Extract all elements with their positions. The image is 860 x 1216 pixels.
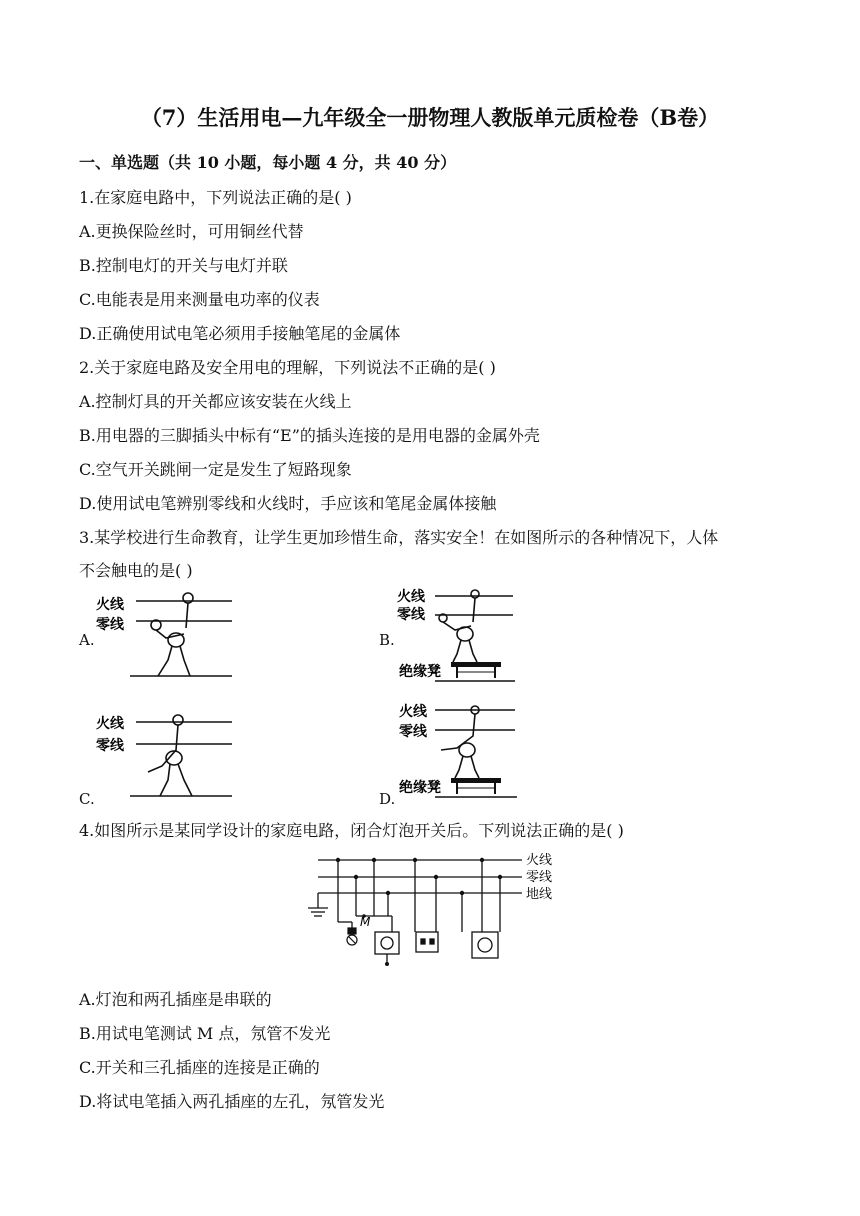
q3-figure-a xyxy=(92,588,242,683)
q1-option-a: A.更换保险丝时，可用铜丝代替 xyxy=(79,222,304,241)
q3-option-c-label: C. xyxy=(79,790,95,808)
q1-option-b: B.控制电灯的开关与电灯并联 xyxy=(79,256,288,275)
q2-stem: 2.关于家庭电路及安全用电的理解，下列说法不正确的是( ) xyxy=(79,358,496,377)
live-wire-label: 火线 xyxy=(526,853,553,868)
q3-figure-b xyxy=(395,588,525,688)
q1-option-d: D.正确使用试电笔必须用手接触笔尾的金属体 xyxy=(79,324,401,343)
q3-stem-line1: 3.某学校进行生命教育，让学生更加珍惜生命，落实安全！在如图所示的各种情况下，人体 xyxy=(79,528,719,547)
live-wire-label: 火线 xyxy=(96,597,124,613)
neutral-wire-label: 零线 xyxy=(399,724,427,740)
q2-option-c: C.空气开关跳闸一定是发生了短路现象 xyxy=(79,460,352,479)
insulated-stool-label: 绝缘凳 xyxy=(399,664,441,680)
point-m-label: M xyxy=(360,915,371,929)
q4-option-c: C.开关和三孔插座的连接是正确的 xyxy=(79,1058,320,1077)
q3-option-b-label: B. xyxy=(379,631,395,649)
stool-icon xyxy=(451,778,501,794)
live-wire-label: 火线 xyxy=(397,589,425,605)
section-heading: 一、单选题（共 10 小题，每小题 4 分，共 40 分） xyxy=(79,153,457,172)
live-wire-label: 火线 xyxy=(96,716,124,732)
live-wire-label: 火线 xyxy=(399,704,427,720)
q3-figure-c xyxy=(92,708,242,803)
stool-icon xyxy=(451,662,501,678)
neutral-wire-label: 零线 xyxy=(96,617,124,633)
q3-figure-d xyxy=(395,700,525,802)
insulated-stool-label: 绝缘凳 xyxy=(399,780,441,796)
neutral-wire-label: 零线 xyxy=(96,738,124,754)
person-icon xyxy=(441,706,479,778)
person-icon xyxy=(148,715,192,796)
q3-stem-line2: 不会触电的是( ) xyxy=(79,561,193,580)
q4-stem: 4.如图所示是某同学设计的家庭电路，闭合灯泡开关后。下列说法正确的是( ) xyxy=(79,821,624,840)
neutral-wire-label: 零线 xyxy=(397,607,425,623)
person-icon xyxy=(439,590,479,662)
person-icon xyxy=(151,593,193,676)
bulb-icon xyxy=(347,928,357,945)
q4-option-d: D.将试电笔插入两孔插座的左孔，氖管发光 xyxy=(79,1092,385,1111)
q4-option-a: A.灯泡和两孔插座是串联的 xyxy=(79,990,272,1009)
neutral-wire-label: 零线 xyxy=(526,870,553,885)
q4-option-b: B.用试电笔测试 M 点，氖管不发光 xyxy=(79,1024,331,1043)
page-title: （7）生活用电—九年级全一册物理人教版单元质检卷（B卷） xyxy=(140,105,720,130)
q2-option-d: D.使用试电笔辨别零线和火线时，手应该和笔尾金属体接触 xyxy=(79,494,497,513)
q1-stem: 1.在家庭电路中，下列说法正确的是( ) xyxy=(79,188,352,207)
q4-circuit-diagram xyxy=(302,850,564,975)
q3-option-d-label: D. xyxy=(379,790,396,808)
q2-option-a: A.控制灯具的开关都应该安装在火线上 xyxy=(79,392,352,411)
q2-option-b: B.用电器的三脚插头中标有“E”的插头连接的是用电器的金属外壳 xyxy=(79,426,540,445)
q3-option-a-label: A. xyxy=(79,631,95,649)
ground-wire-label: 地线 xyxy=(526,887,553,902)
q1-option-c: C.电能表是用来测量电功率的仪表 xyxy=(79,290,320,309)
